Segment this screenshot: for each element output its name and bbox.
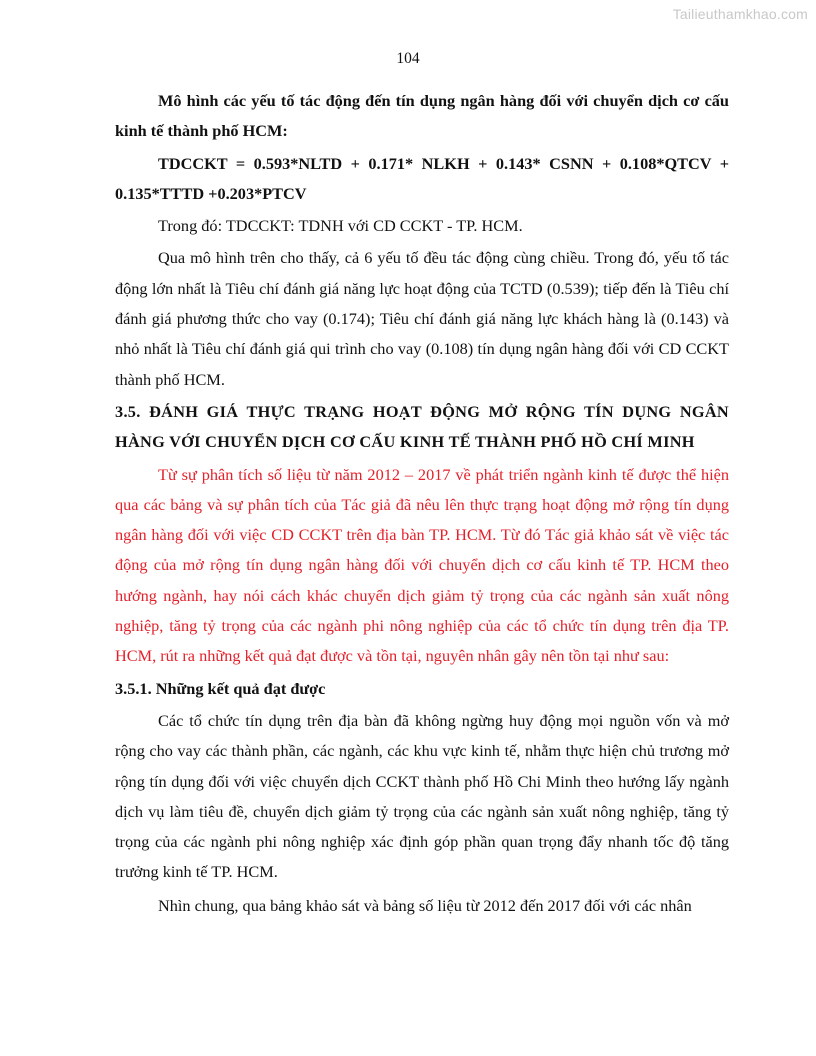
page-body (115, 86, 729, 921)
model-heading: Mô hình các yếu tố tác động đến tín dụng ngân hàng đối với chuyển dịch cơ cấu kinh tế thành phố HCM: (115, 91, 729, 141)
analysis-paragraph: Qua mô hình trên cho thấy, cả 6 yếu tố đều tác động cùng chiều. Trong đó, yếu tố tác động lớn nhất là Tiêu chí đánh giá năng lực hoạt động của TCTD (0.539); tiếp đến là Tiêu chí đánh giá phương thức cho vay (0.174); Tiêu chí đánh giá năng lực khách hàng là (0.143) và nhỏ nhất là Tiêu chí đánh giá qui trình cho vay (0.108) tín dụng ngân hàng đối với CD CCKT thành phố HCM. (115, 248, 729, 389)
results-paragraph: Các tổ chức tín dụng trên địa bàn đã không ngừng huy động mọi nguồn vốn và mở rộng cho vay các thành phần, các ngành, các khu vực kinh tế, nhằm thực hiện chủ trương mở rộng tín dụng đối với việc chuyển dịch CCKT thành phố Hồ Chi Minh theo hướng lấy ngành dịch vụ làm tiêu đề, chuyển dịch giảm tỷ trọng của các ngành sản xuất nông nghiệp, tăng tỷ trọng của các ngành phi nông nghiệp xác định góp phần quan trọng đẩy nhanh tốc độ tăng trưởng kinh tế TP. HCM. (115, 710, 729, 882)
section-heading: 3.5. ĐÁNH GIÁ THỰC TRẠNG HOẠT ĐỘNG MỞ RỘNG TÍN DỤNG NGÂN HÀNG VỚI CHUYỂN DỊCH CƠ CẤU KINH TẾ THÀNH PHỐ HỒ CHÍ MINH (115, 401, 729, 452)
formula-legend: Trong đó: TDCCKT: TDNH với CD CCKT - TP. HCM. (158, 216, 523, 236)
subsection-heading: 3.5.1. Những kết quả đạt được (115, 678, 326, 698)
regression-formula: TDCCKT = 0.593*NLTD + 0.171* NLKH + 0.143* CSNN + 0.108*QTCV + 0.135*TTTD +0.203*PTCV (115, 153, 729, 203)
page-number: 104 (396, 50, 420, 67)
closing-paragraph: Nhìn chung, qua bảng khảo sát và bảng số liệu từ 2012 đến 2017 đối với các nhân (158, 895, 692, 915)
red-highlight-paragraph: Từ sự phân tích số liệu từ năm 2012 – 2017 về phát triển ngành kinh tế được thể hiện qua các bảng và sự phân tích của Tác giả đã nêu lên thực trạng hoạt động mở rộng tín dụng ngân hàng đối với việc CD CCKT trên địa bàn TP. HCM. Từ đó Tác giả khảo sát về việc tác động của mở rộng tín dụng ngân hàng đối với chuyển dịch cơ cấu kinh tế TP. HCM theo hướng ngành, hay nói cách khác chuyển dịch giảm tỷ trọng của các ngành sản xuất nông nghiệp, tăng tỷ trọng của các ngành phi nông nghiệp của các tổ chức tín dụng trên địa TP. HCM, rút ra những kết quả đạt được và tồn tại, nguyên nhân gây nên tồn tại như sau: (115, 464, 729, 666)
watermark: Tailieuthamkhao.com (672, 6, 808, 22)
